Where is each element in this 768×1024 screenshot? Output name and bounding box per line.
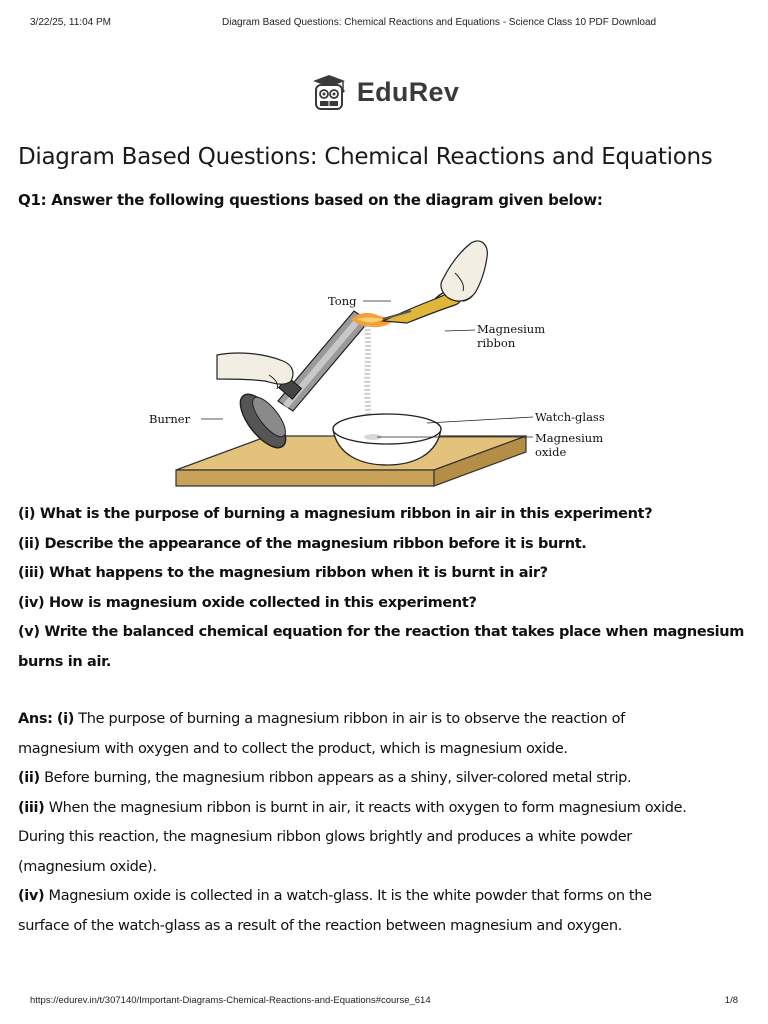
question-5-line-1: (v) Write the balanced chemical equation for the reaction that takes place when magnesium: [18, 624, 745, 640]
answer-2-label: (ii): [18, 770, 40, 786]
question-1: (i) What is the purpose of burning a magnesium ribbon in air in this experiment?: [18, 506, 653, 522]
print-doc-title: Diagram Based Questions: Chemical Reactions and Equations - Science Class 10 PDF Download: [222, 17, 657, 28]
answer-1-label: (i): [56, 711, 75, 727]
page-title: Diagram Based Questions: Chemical Reactions and Equations: [18, 144, 713, 170]
print-url[interactable]: https://edurev.in/t/307140/Important-Diagrams-Chemical-Reactions-and-Equations#course_614: [30, 995, 431, 1006]
answer-2-line-1: [18, 764, 753, 794]
answer-3-line-2: During this reaction, the magnesium ribbon glows brightly and produces a white powder: [18, 829, 632, 845]
print-date: 3/22/25, 11:04 PM: [30, 17, 111, 28]
label-tong: Tong: [328, 294, 357, 308]
answer-3-line-1: [18, 794, 753, 824]
ans-label: Ans:: [18, 711, 53, 727]
print-footer: [0, 995, 768, 1009]
label-magnesium-ribbon-1: Magnesium: [477, 322, 546, 336]
answer-4-line-1: [18, 882, 753, 912]
answer-1-line-1: [18, 705, 753, 735]
label-magnesium-oxide-2: oxide: [535, 445, 567, 459]
answer-3-line-3: (magnesium oxide).: [18, 858, 157, 875]
label-watch-glass: Watch-glass: [535, 410, 605, 424]
answers-block: [18, 705, 753, 941]
answer-2-text-1: Before burning, the magnesium ribbon appears as a shiny, silver-colored metal strip.: [44, 770, 632, 786]
label-magnesium-ribbon-2: ribbon: [477, 336, 516, 350]
platform-front: [176, 470, 434, 486]
label-magnesium-oxide-1: Magnesium: [535, 431, 604, 445]
right-hand: [441, 241, 487, 301]
questions-list: [18, 500, 753, 677]
edurev-logo[interactable]: [0, 72, 768, 112]
graduate-owl-icon: [309, 73, 349, 111]
print-header: [0, 17, 768, 31]
label-burner: Burner: [149, 412, 191, 426]
question-3: (iii) What happens to the magnesium ribbon when it is burnt in air?: [18, 565, 548, 581]
question-2: (ii) Describe the appearance of the magnesium ribbon before it is burnt.: [18, 535, 587, 552]
answer-4-label: (iv): [18, 888, 45, 904]
logo-brand-text: EduRev: [356, 76, 460, 107]
left-hand: [217, 353, 293, 384]
answer-3-label: (iii): [18, 799, 45, 816]
question-4: (iv) How is magnesium oxide collected in this experiment?: [18, 594, 477, 611]
answer-4-text-1: Magnesium oxide is collected in a watch-glass. It is the white powder that forms on the: [48, 888, 652, 904]
experiment-diagram: [145, 233, 625, 493]
answer-1-line-2: magnesium with oxygen and to collect the product, which is magnesium oxide.: [18, 740, 568, 757]
page-number: 1/8: [724, 995, 738, 1006]
answer-3-text-1: When the magnesium ribbon is burnt in air, it reacts with oxygen to form magnesium oxide.: [48, 799, 687, 816]
question-5-line-2: burns in air.: [18, 653, 111, 670]
answer-4-line-2: surface of the watch-glass as a result of the reaction between magnesium and oxygen.: [18, 917, 622, 934]
answer-1-text-1: The purpose of burning a magnesium ribbon in air is to observe the reaction of: [78, 711, 625, 727]
question-heading: Q1: Answer the following questions based on the diagram given below:: [18, 191, 603, 209]
